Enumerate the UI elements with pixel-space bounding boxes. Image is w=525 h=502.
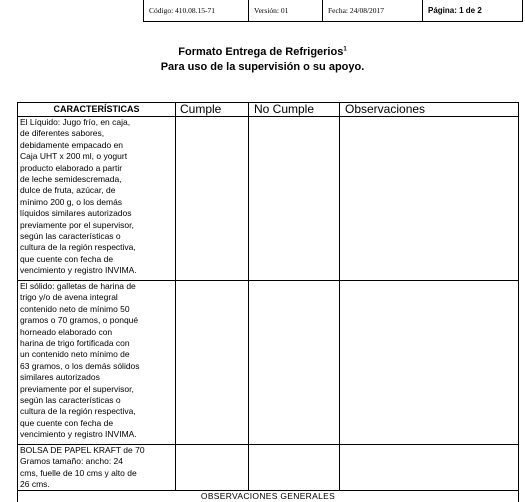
form-title-text: Formato Entrega de Refrigerios: [178, 46, 344, 58]
header-pagina: Página: 1 de 2: [428, 6, 482, 15]
row-solido-cumple-cell[interactable]: [176, 281, 248, 444]
row-liquido-no-cumple-cell[interactable]: [249, 117, 339, 280]
col-header-no-cumple: No Cumple: [254, 102, 315, 116]
form-title: [0, 46, 525, 58]
footnote-mark: 1: [343, 46, 347, 53]
observaciones-generales-heading: OBSERVACIONES GENERALES: [200, 491, 336, 501]
form-subtitle: Para uso de la supervisión o su apoyo.: [160, 61, 365, 73]
row-solido-observaciones-cell[interactable]: [340, 281, 518, 444]
characteristics-table: [17, 102, 519, 502]
col-header-cumple: Cumple: [180, 102, 222, 116]
row-solido-characteristic: El sólido: galletas de harina de trigo y/o de avena integral contenido neto de mínimo 50 gramos o 70 gramos, o ponqué horneado elaborado con harina de trigo fortificada con un contenido neto mínimo de 63 gramos, o los demás sólidos similares autorizados previamente por el supervisor, según las características o cultura de la región respectiva, que cuente con fecha de vencimiento y registro INVIMA.: [20, 281, 140, 440]
document-header: [143, 0, 523, 22]
header-codigo: Código: 410.08.15-71: [144, 0, 249, 21]
table-border-right: [518, 102, 519, 502]
table-border-left: [17, 102, 18, 502]
row-liquido-characteristic: El Líquido: Jugo frío, en caja, de diferentes sabores, debidamente empacado en Caja UHT x 200 ml, o yogurt producto elaborado a partir de leche semidescremada, dulce de fruta, azúcar, de mínimo 200 g, o los demás líquidos similares autorizados previamente por el supervisor, según las características o cultura de la región respectiva, que cuente con fecha de vencimiento y registro INVIMA.: [20, 117, 137, 276]
row-liquido-cumple-cell[interactable]: [176, 117, 248, 280]
header-version: Versión: 01: [249, 0, 323, 21]
col-header-observaciones: Observaciones: [345, 102, 426, 116]
row-bolsa-no-cumple-cell[interactable]: [249, 445, 339, 490]
col-header-caracteristicas: CARACTERÍSTICAS: [53, 104, 140, 114]
header-fecha: Fecha: 24/08/2017: [323, 0, 423, 21]
row-liquido-observaciones-cell[interactable]: [340, 117, 518, 280]
row-solido-no-cumple-cell[interactable]: [249, 281, 339, 444]
row-bolsa-observaciones-cell[interactable]: [340, 445, 518, 490]
row-bolsa-characteristic: BOLSA DE PAPEL KRAFT de 70 Gramos tamaño: ancho: 24 cms, fuelle de 10 cms y alto de 26 cms.: [20, 445, 145, 490]
row-bolsa-cumple-cell[interactable]: [176, 445, 248, 490]
